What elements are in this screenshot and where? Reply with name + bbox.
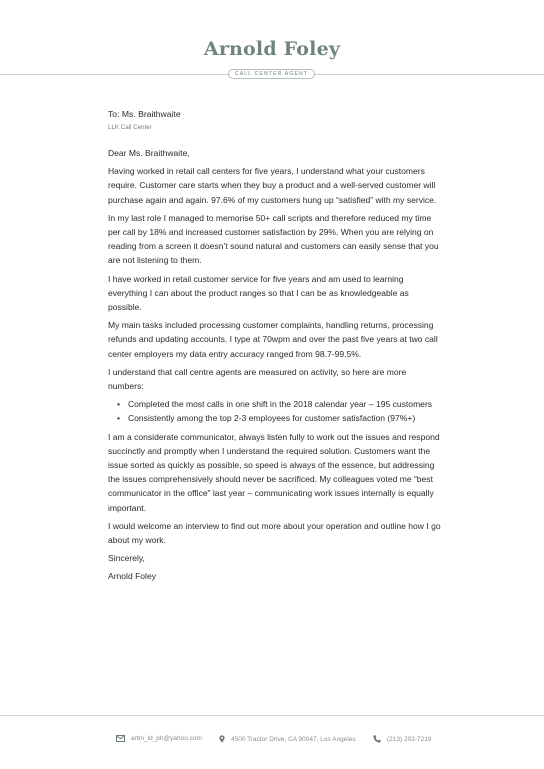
list-item: • Consistently among the top 2-3 employees for customer satisfaction (97%+) [128,411,443,425]
paragraph: Having worked in retail call centers for five years, I understand what your customers require. Customer care starts when they buy a product and a well-served customer will purchase again and again. 97.6% of my customers hung up “satisfied” with my service. [108,166,437,205]
job-title-badge: CALL CENTER AGENT [228,69,315,79]
paragraph: I am a considerate communicator, always listen fully to work out the issues and respond succinctly and promptly when I understand the required solution. Customers want the issue sorted as quickly as possible, so speed is always of the essence, but addressing the issues comprehensively should never be sacrificed. My colleagues voted me “best communicator in the office” last year – communicating work issues internally is equally important. [108,431,440,513]
paragraph: I have worked in retail customer service for five years and am used to learning everything I can about the product ranges so that I can be as knowledgeable as possible. [108,273,409,313]
letter-body [108,146,443,588]
applicant-name: Arnold Foley [203,38,341,60]
list-item: • Completed the most calls in one shift in the 2018 calendar year – 195 customers [128,397,443,411]
header-rule-right [315,74,544,75]
footer-address [219,735,356,743]
recipient-company: LLK Call Center [108,124,152,131]
recipient-line: To: Ms. Braithwaite [108,109,181,119]
map-pin-icon [219,735,225,743]
header-rule-left [0,74,228,75]
closing: Sincerely, [108,553,145,564]
phone-text[interactable]: (213) 202-7219 [387,735,432,743]
footer-divider [0,715,544,716]
email-text[interactable]: arbn_ld_ph@yahoo.com [131,735,202,742]
paragraph: I understand that call centre agents are measured on activity, so here are more numbers: [108,366,407,392]
footer-email[interactable] [116,735,202,742]
contact-footer [0,735,544,747]
paragraph: In my last role I managed to memorise 50+ call scripts and therefore reduced my time per call by 18% and increased customer satisfaction by 29%. When you are relying on reading from a screen it doesn’t sound natural and customers can easily sense that you are not listening to them. [108,212,439,266]
achievement-list [108,397,443,425]
footer-phone[interactable] [373,735,431,743]
salutation: Dear Ms. Braithwaite, [108,148,190,158]
paragraph: My main tasks included processing customer complaints, handling returns, processing refunds and updating accounts. I type at 70wpm and over the past five years at two call center employers my data entry accuracy ranged from 98.7-99.5%. [108,320,438,359]
phone-icon [373,735,381,743]
signature-name: Arnold Foley [108,571,156,582]
envelope-icon [116,735,125,742]
paragraph: I would welcome an interview to find out more about your operation and outline how I go about my work. [108,520,441,546]
address-text: 4500 Tractor Drive, CA 90047, Los Angeles [231,735,356,743]
